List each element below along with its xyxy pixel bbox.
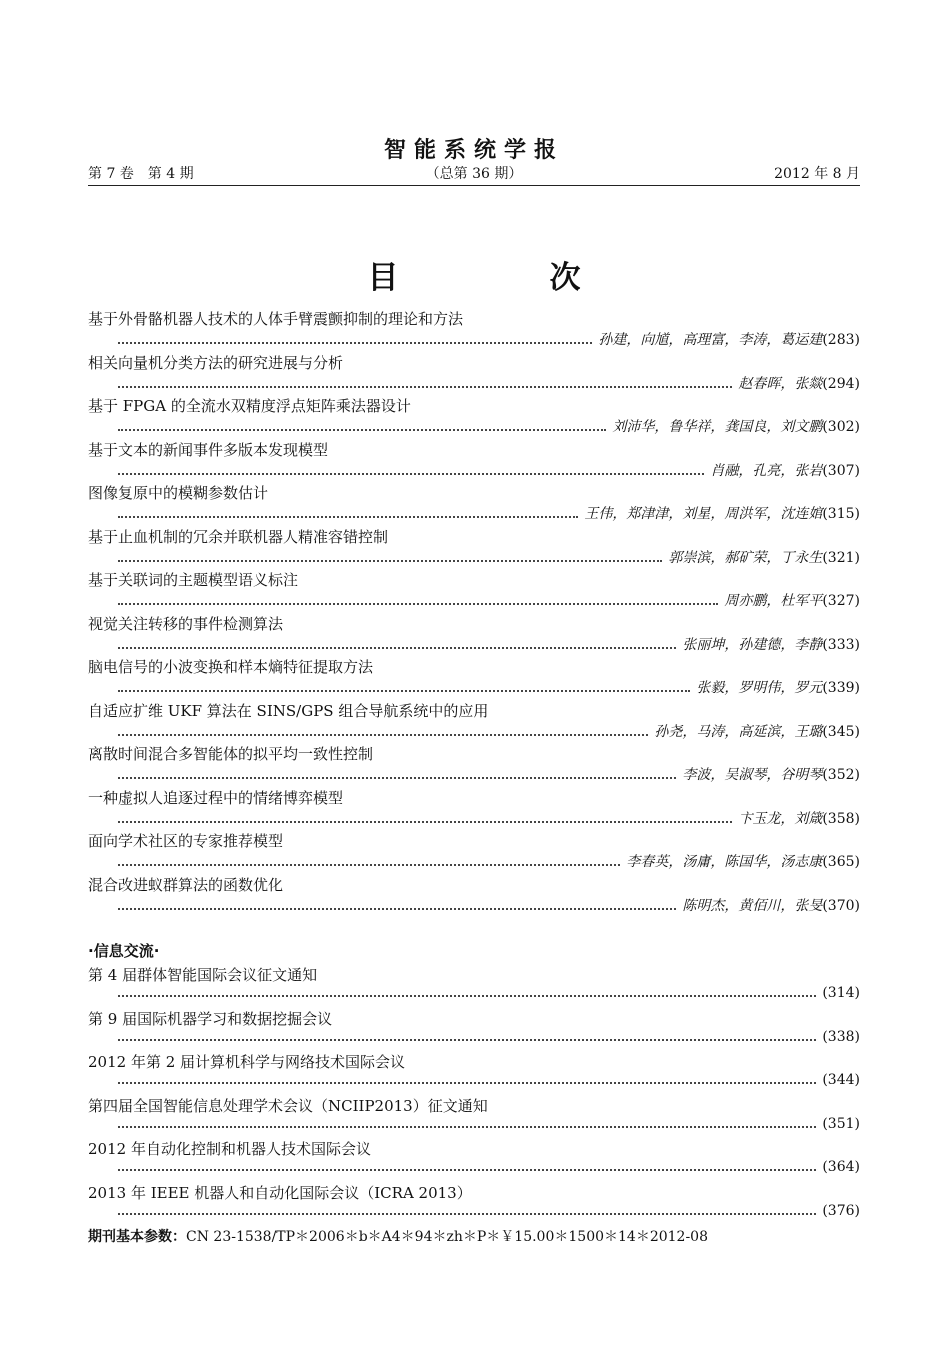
dot-leader <box>118 1168 816 1171</box>
journal-params-label: 期刊基本参数： <box>88 1229 186 1245</box>
entry-title: 离散时间混合多智能体的拟平均一致性控制 <box>88 745 374 763</box>
entry-page-number: (327) <box>822 593 860 609</box>
dot-leader <box>118 994 816 997</box>
entry-page-number: (302) <box>822 419 860 435</box>
entry-page-number: (344) <box>822 1072 860 1088</box>
volume-issue: 第 7 卷 第 4 期 <box>88 166 194 182</box>
toc-entry[interactable] <box>88 743 860 787</box>
journal-params <box>88 1226 708 1246</box>
entry-authors: 郭崇滨，郝矿荣，丁永生 <box>668 549 823 566</box>
entry-page-number: (352) <box>822 767 860 783</box>
entry-title: 面向学术社区的专家推荐模型 <box>88 832 284 850</box>
info-entry[interactable] <box>88 1182 860 1226</box>
dot-leader <box>118 820 732 823</box>
entry-leader-line <box>118 764 860 784</box>
toc-entry[interactable] <box>88 787 860 831</box>
contents-heading: 目 次 <box>367 260 641 296</box>
entry-title: 2013 年 IEEE 机器人和自动化国际会议（ICRA 2013） <box>88 1183 472 1202</box>
entry-page-number: (294) <box>822 375 860 392</box>
toc-entry[interactable] <box>88 874 860 918</box>
toc-entry[interactable] <box>88 656 860 700</box>
entry-page-number: (333) <box>822 636 860 653</box>
entry-leader-line <box>118 1029 860 1045</box>
entry-title: 2012 年第 2 届计算机科学与网络技术国际会议 <box>88 1053 406 1071</box>
journal-params-value: CN 23-1538/TP＊2006＊b＊A4＊94＊zh＊P＊￥15.00＊1500＊14＊2012-08 <box>186 1229 708 1245</box>
dot-leader <box>118 1081 816 1084</box>
entry-leader-line <box>118 1116 860 1132</box>
entry-page-number: (283) <box>822 332 860 348</box>
toc-entry[interactable] <box>88 395 860 439</box>
toc-entry[interactable] <box>88 439 860 483</box>
entry-page-number: (315) <box>822 506 860 522</box>
toc-entry[interactable] <box>88 700 860 744</box>
dot-leader <box>118 559 662 562</box>
dot-leader <box>118 863 620 866</box>
toc-entry[interactable] <box>88 569 860 613</box>
entry-leader-line <box>118 329 860 349</box>
entry-leader-line <box>118 503 860 523</box>
entry-title: 视觉关注转移的事件检测算法 <box>88 614 284 633</box>
entry-authors: 李春英，汤庸，陈国华，汤志康 <box>626 854 823 870</box>
entry-authors: 李波，吴淑琴，谷明琴 <box>682 767 823 783</box>
entry-authors: 赵春晖，张燚 <box>738 375 823 392</box>
entry-title: 2012 年自动化控制和机器人技术国际会议 <box>88 1140 371 1158</box>
entry-title: 第四届全国智能信息处理学术会议（NCIIP2013）征文通知 <box>88 1096 488 1115</box>
toc-entry[interactable] <box>88 308 860 352</box>
entry-title: 自适应扩维 UKF 算法在 SINS/GPS 组合导航系统中的应用 <box>88 701 489 720</box>
entry-title: 基于外骨骼机器人技术的人体手臂震颤抑制的理论和方法 <box>88 310 464 328</box>
entry-leader-line <box>118 1072 860 1088</box>
entry-authors: 刘沛华，鲁华祥，龚国良，刘文鹏 <box>612 419 823 435</box>
dot-leader <box>118 733 648 736</box>
entry-leader-line <box>118 721 860 741</box>
entry-leader-line <box>118 985 860 1001</box>
journal-title: 智能系统学报 <box>383 138 564 163</box>
entry-title: 基于止血机制的冗余并联机器人精准容错控制 <box>88 527 389 546</box>
toc-entry[interactable] <box>88 526 860 570</box>
entry-authors: 孙尧，马涛，高延滨，王璐 <box>654 723 823 740</box>
dot-leader <box>118 602 718 605</box>
entry-page-number: (365) <box>822 854 860 870</box>
entry-page-number: (307) <box>822 462 860 479</box>
toc-entry[interactable] <box>88 830 860 874</box>
entry-leader-line <box>118 590 860 610</box>
dot-leader <box>118 515 578 518</box>
dot-leader <box>118 646 676 649</box>
entry-title: 脑电信号的小波变换和样本熵特征提取方法 <box>88 658 374 676</box>
entry-title: 第 9 届国际机器学习和数据挖掘会议 <box>88 1009 333 1028</box>
info-entry[interactable] <box>88 1095 860 1139</box>
toc-list <box>88 308 860 917</box>
entry-page-number: (370) <box>822 897 860 914</box>
entry-title: 混合改进蚁群算法的函数优化 <box>88 875 284 894</box>
entry-title: 一种虚拟人追逐过程中的情绪博弈模型 <box>88 788 344 807</box>
entry-title: 基于文本的新闻事件多版本发现模型 <box>88 440 329 459</box>
entry-page-number: (338) <box>822 1028 860 1045</box>
entry-authors: 孙建，向馗，高理富，李涛，葛运建 <box>598 332 823 348</box>
entry-title: 基于 FPGA 的全流水双精度浮点矩阵乘法器设计 <box>88 397 411 415</box>
entry-leader-line <box>118 634 860 654</box>
dot-leader <box>118 689 690 692</box>
entry-page-number: (358) <box>822 810 860 827</box>
entry-title: 相关向量机分类方法的研究进展与分析 <box>88 353 344 372</box>
entry-leader-line <box>118 1203 860 1219</box>
dot-leader <box>118 341 592 344</box>
entry-title: 图像复原中的模糊参数估计 <box>88 484 269 502</box>
info-entry[interactable] <box>88 1138 860 1182</box>
dot-leader <box>118 1038 816 1041</box>
info-entry[interactable] <box>88 1008 860 1052</box>
entry-authors: 张毅，罗明伟，罗元 <box>696 680 823 696</box>
entry-authors: 陈明杰，黄佰川，张旻 <box>682 897 823 914</box>
entry-leader-line <box>118 416 860 436</box>
entry-page-number: (376) <box>822 1202 860 1219</box>
dot-leader <box>118 1212 816 1215</box>
publication-date: 2012 年 8 月 <box>774 166 860 182</box>
info-section-heading: ·信息交流· <box>88 942 160 960</box>
entry-leader-line <box>118 373 860 393</box>
issue-info-row <box>88 163 860 186</box>
entry-leader-line <box>118 547 860 567</box>
entry-page-number: (364) <box>822 1159 860 1175</box>
entry-leader-line <box>118 808 860 828</box>
entry-leader-line <box>118 851 860 871</box>
entry-page-number: (345) <box>822 723 860 740</box>
dot-leader <box>118 907 676 910</box>
entry-leader-line <box>118 460 860 480</box>
dot-leader <box>118 428 606 431</box>
entry-authors: 王伟，郑津津，刘星，周洪军，沈连婠 <box>584 506 823 522</box>
toc-entry[interactable] <box>88 352 860 396</box>
entry-authors: 卞玉龙，刘箴 <box>738 810 823 827</box>
total-issue: （总第 36 期） <box>425 166 523 182</box>
info-list <box>88 964 860 1225</box>
entry-leader-line <box>118 677 860 697</box>
toc-entry[interactable] <box>88 613 860 657</box>
dot-leader <box>118 472 704 475</box>
entry-authors: 周亦鹏，杜军平 <box>724 593 823 609</box>
entry-authors: 肖融，孔亮，张岩 <box>710 462 823 479</box>
entry-page-number: (314) <box>822 985 860 1001</box>
toc-entry[interactable] <box>88 482 860 526</box>
info-entry[interactable] <box>88 964 860 1008</box>
entry-title: 基于关联词的主题模型语义标注 <box>88 571 299 589</box>
entry-leader-line <box>118 895 860 915</box>
dot-leader <box>118 776 676 779</box>
entry-page-number: (351) <box>822 1115 860 1132</box>
entry-leader-line <box>118 1159 860 1175</box>
dot-leader <box>118 1125 816 1128</box>
entry-title: 第 4 届群体智能国际会议征文通知 <box>88 966 318 984</box>
entry-authors: 张丽坤，孙建德，李静 <box>682 636 823 653</box>
entry-page-number: (321) <box>822 549 860 566</box>
entry-page-number: (339) <box>822 680 860 696</box>
dot-leader <box>118 385 732 388</box>
info-entry[interactable] <box>88 1051 860 1095</box>
